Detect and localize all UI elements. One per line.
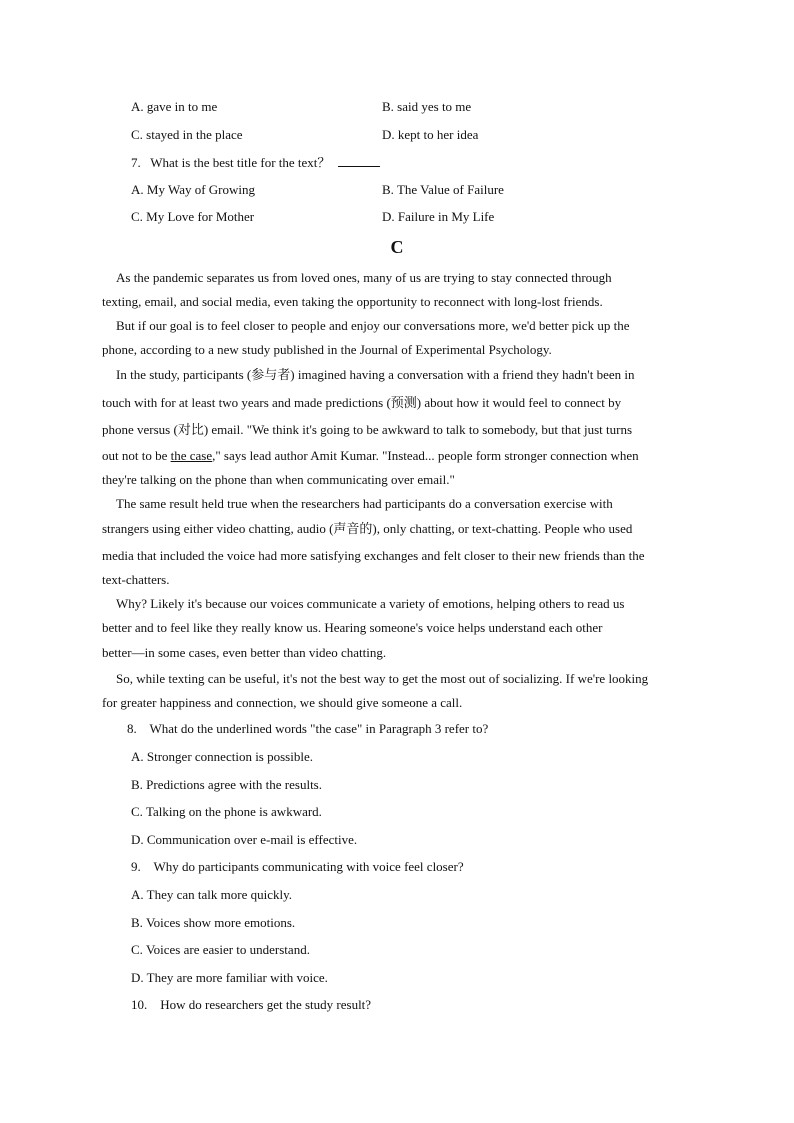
q8-question xyxy=(127,721,488,737)
option-label: D. xyxy=(382,127,395,142)
passage-line: In the study, participants (参与者) imagined having a conversation with a friend they hadn't been in xyxy=(116,367,635,382)
option-label: C. xyxy=(131,804,143,819)
q8-option-c[interactable] xyxy=(131,804,322,820)
option-text: They are more familiar with voice. xyxy=(146,970,328,985)
q8-option-d[interactable] xyxy=(131,832,357,848)
option-text: said yes to me xyxy=(397,99,472,114)
option-text: Communication over e-mail is effective. xyxy=(146,832,358,847)
text-segment: out not to be xyxy=(102,448,171,463)
underlined-phrase: the case xyxy=(170,448,213,463)
option-text: The Value of Failure xyxy=(396,182,504,197)
passage-line: So, while texting can be useful, it's not the best way to get the most out of socializing. If we're looking xyxy=(116,671,649,686)
option-label: C. xyxy=(131,942,143,957)
option-text: kept to her idea xyxy=(397,127,479,142)
option-text: Predictions agree with the results. xyxy=(146,777,322,792)
q7-option-c[interactable] xyxy=(131,209,254,225)
question-number: 9. xyxy=(131,859,141,874)
passage-line: media that included the voice had more satisfying exchanges and felt closer to their new friends than the xyxy=(102,548,645,563)
q7-question xyxy=(131,154,380,171)
question-text: What do the underlined words "the case" in Paragraph 3 refer to? xyxy=(149,721,489,736)
q10-question xyxy=(131,997,371,1013)
question-text: Why do participants communicating with voice feel closer? xyxy=(153,859,464,874)
passage-line: for greater happiness and connection, we should give someone a call. xyxy=(102,695,463,710)
option-text: gave in to me xyxy=(146,99,218,114)
passage-line: they're talking on the phone than when communicating over email." xyxy=(102,472,455,487)
option-text: My Love for Mother xyxy=(146,209,255,224)
option-label: D. xyxy=(131,970,144,985)
question-text: What is the best title for the text？ xyxy=(150,155,331,170)
passage-line: But if our goal is to feel closer to people and enjoy our conversations more, we'd better pick up the xyxy=(116,318,630,333)
q7-option-b[interactable] xyxy=(382,182,504,198)
q7-option-a[interactable] xyxy=(131,182,255,198)
question-number: 7. xyxy=(131,155,141,170)
q6-option-c[interactable] xyxy=(131,127,243,143)
option-text: Failure in My Life xyxy=(397,209,495,224)
passage-line: The same result held true when the researchers had participants do a conversation exercise with xyxy=(116,496,613,511)
option-label: B. xyxy=(382,99,394,114)
option-text: Voices are easier to understand. xyxy=(145,942,310,957)
question-number: 10. xyxy=(131,997,148,1012)
q9-option-c[interactable] xyxy=(131,942,310,958)
option-label: B. xyxy=(131,915,143,930)
passage-line xyxy=(102,448,639,464)
passage-line: phone, according to a new study published in the Journal of Experimental Psychology. xyxy=(102,342,552,357)
passage-line: As the pandemic separates us from loved ones, many of us are trying to stay connected through xyxy=(116,270,612,285)
option-label: A. xyxy=(131,749,144,764)
question-number: 8. xyxy=(127,721,137,736)
passage-line: better—in some cases, even better than video chatting. xyxy=(102,645,387,660)
q9-option-a[interactable] xyxy=(131,887,292,903)
passage-line: touch with for at least two years and made predictions (预测) about how it would feel to connect by xyxy=(102,395,622,410)
option-text: They can talk more quickly. xyxy=(146,887,293,902)
passage-line: text-chatters. xyxy=(102,572,170,587)
option-label: A. xyxy=(131,99,144,114)
q8-option-a[interactable] xyxy=(131,749,313,765)
question-text: How do researchers get the study result? xyxy=(160,997,372,1012)
option-label: C. xyxy=(131,127,143,142)
q9-option-b[interactable] xyxy=(131,915,295,931)
passage-line: Why? Likely it's because our voices communicate a variety of emotions, helping others to read us xyxy=(116,596,625,611)
q9-option-d[interactable] xyxy=(131,970,328,986)
option-label: D. xyxy=(382,209,395,224)
passage-line: texting, email, and social media, even taking the opportunity to reconnect with long-lost friends. xyxy=(102,294,603,309)
option-label: A. xyxy=(131,887,144,902)
q8-option-b[interactable] xyxy=(131,777,322,793)
option-text: Voices show more emotions. xyxy=(145,915,296,930)
option-label: A. xyxy=(131,182,144,197)
q6-option-b[interactable] xyxy=(382,99,471,115)
option-text: Stronger connection is possible. xyxy=(146,749,313,764)
text-segment: ," says lead author Amit Kumar. "Instead... people form stronger connection when xyxy=(212,448,639,463)
option-label: D. xyxy=(131,832,144,847)
q9-question xyxy=(131,859,464,875)
option-text: stayed in the place xyxy=(146,127,243,142)
q7-option-d[interactable] xyxy=(382,209,494,225)
passage-line: phone versus (对比) email. "We think it's going to be awkward to talk to somebody, but that just turns xyxy=(102,422,633,437)
q6-option-a[interactable] xyxy=(131,99,217,115)
q6-option-d[interactable] xyxy=(382,127,478,143)
option-text: My Way of Growing xyxy=(146,182,256,197)
option-label: B. xyxy=(382,182,394,197)
section-title: C xyxy=(390,237,404,257)
passage-line: better and to feel like they really know us. Hearing someone's voice helps understand each other xyxy=(102,620,603,635)
option-label: C. xyxy=(131,209,143,224)
option-label: B. xyxy=(131,777,143,792)
option-text: Talking on the phone is awkward. xyxy=(145,804,322,819)
passage-line: strangers using either video chatting, audio (声音的), only chatting, or text-chatting. People who used xyxy=(102,521,633,536)
answer-blank[interactable] xyxy=(338,154,380,167)
